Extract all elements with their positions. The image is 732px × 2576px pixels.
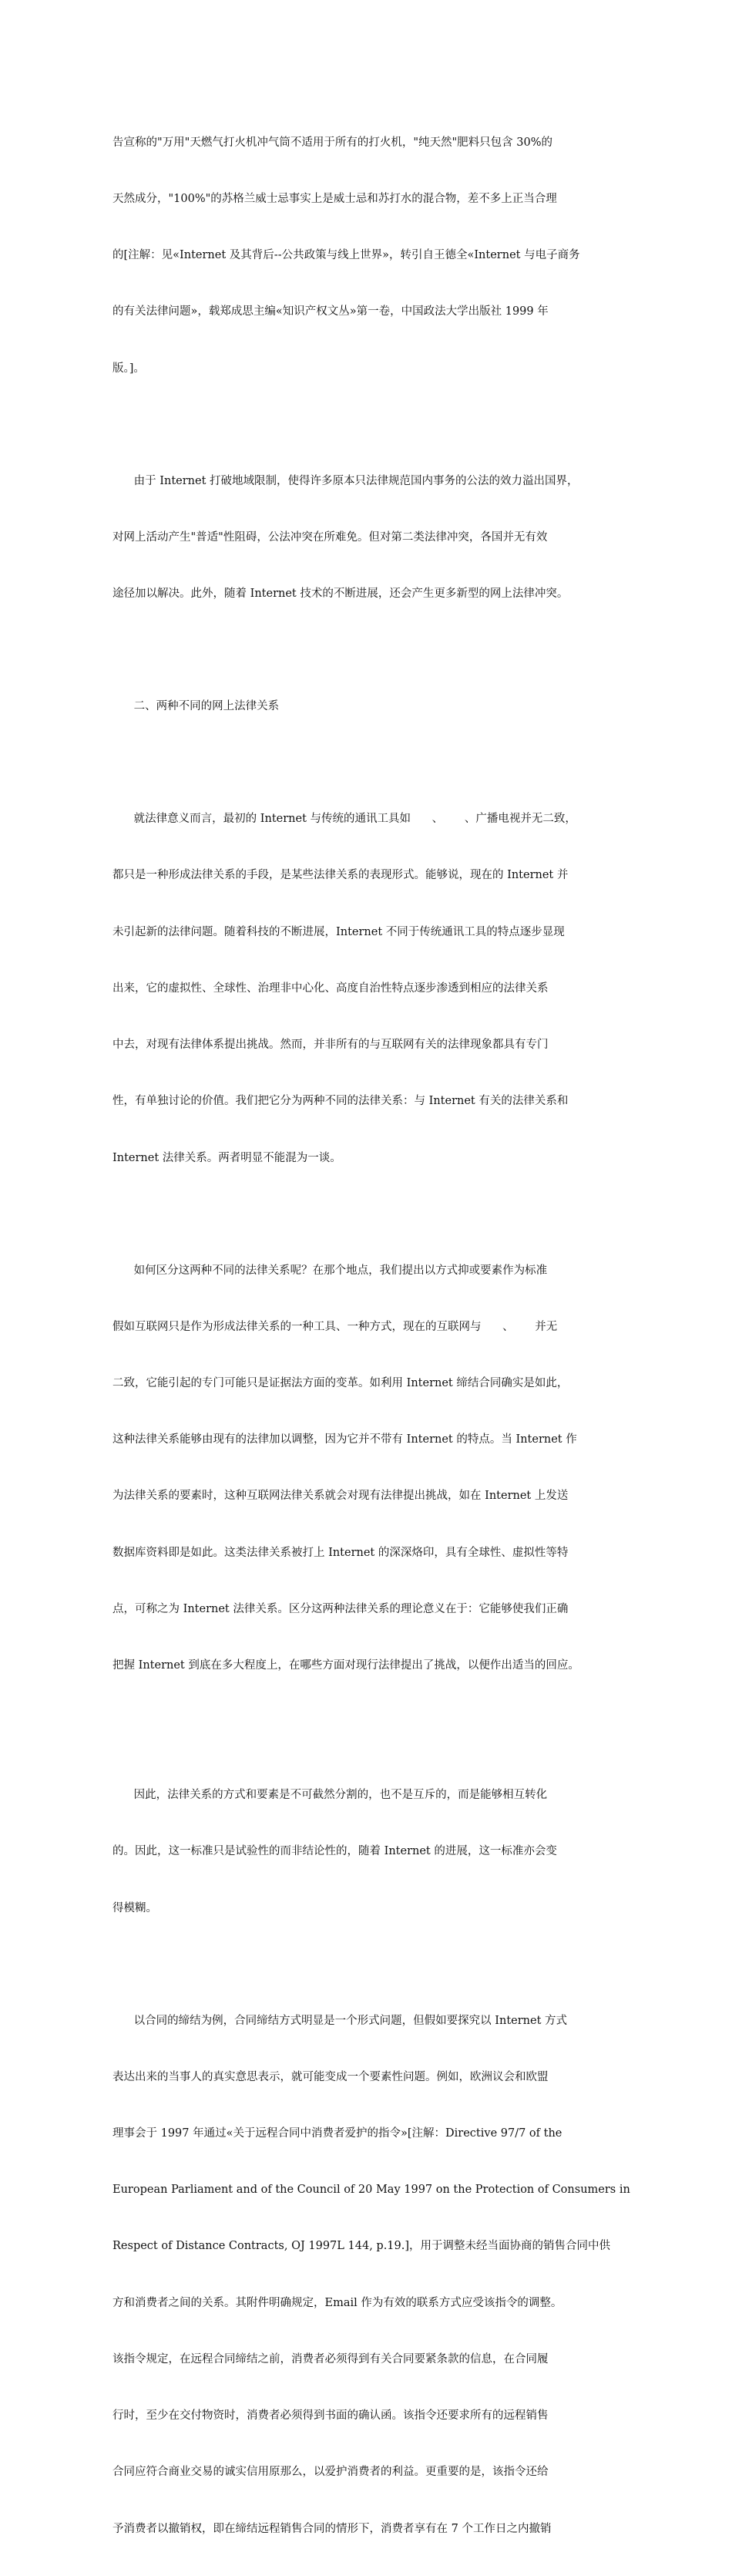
- text-line: 对网上活动产生"普适"性阻碍，公法冲突在所难免。但对第二类法律冲突，各国并无有效: [112, 530, 548, 544]
- text-line: 合同应符合商业交易的诚实信用原那么，以爱护消费者的利益。更重要的是，该指令还给: [112, 2466, 549, 2479]
- paragraph-distinguish-relations: [112, 1224, 630, 1713]
- text-line: 点，可称之为 Internet 法律关系。区分这两种法律关系的理论意义在于：它能够使我们正确: [112, 1602, 569, 1615]
- heading-line: 二、两种不同的网上法律关系: [112, 700, 280, 713]
- paragraph-legal-meaning: [112, 772, 630, 1204]
- paragraph-spacer: [112, 1205, 630, 1224]
- text-line: 理事会于 1997 年通过«关于远程合同中消费者爱护的指令»[注解：Directive 97/7 of the: [112, 2127, 562, 2140]
- text-line: 都只是一种形成法律关系的手段，是某些法律关系的表现形式。能够说，现在的 Internet 并: [112, 869, 569, 882]
- text-line: 由于 Internet 打破地域限制，使得许多原本只法律规范国内事务的公法的效力溢出国界，: [112, 474, 579, 487]
- paragraph-spacer: [112, 1955, 630, 1974]
- text-line: 性，有单独讨论的价值。我们把它分为两种不同的法律关系：与 Internet 有关的法律关系和: [112, 1095, 569, 1108]
- paragraph-spacer: [112, 416, 630, 434]
- text-line: 就法律意义而言，最初的 Internet 与传统的通讯工具如 、 、广播电视并无二致，: [112, 813, 576, 826]
- text-line: 出来，它的虚拟性、全球性、治理非中心化、高度自治性特点逐步渗透到相应的法律关系: [112, 982, 549, 995]
- text-line: Respect of Distance Contracts, OJ 1997L 144, p.19.]，用于调整未经当面协商的销售合同中供: [112, 2240, 611, 2253]
- text-line: 数据库资料即是如此。这类法律关系被打上 Internet 的深深烙印，具有全球性、虚拟性等特: [112, 1546, 569, 1559]
- text-line: 假如互联网只是作为形成法律关系的一种工具、一种方式，现在的互联网与 、 并无: [112, 1320, 558, 1333]
- text-line: 以合同的缔结为例，合同缔结方式明显是一个形式问题，但假如要探究以 Internet 方式: [112, 2014, 568, 2027]
- paragraph-spacer: [112, 641, 630, 659]
- paragraph-spacer: [112, 1712, 630, 1748]
- paragraph-public-law-conflict: [112, 434, 630, 641]
- text-line: 予消费者以撤销权，即在缔结远程销售合同的情形下，消费者享有在 7 个工作日之内撤销: [112, 2522, 552, 2535]
- paragraph-spacer: [112, 753, 630, 772]
- paragraph-form-and-element: [112, 1748, 630, 1955]
- text-line: 途径加以解决。此外，随着 Internet 技术的不断进展，还会产生更多新型的网上法律冲突。: [112, 588, 569, 601]
- text-line: 为法律关系的要素时，这种互联网法律关系就会对现有法律提出挑战，如在 Internet 上发送: [112, 1490, 569, 1503]
- text-line: 的有关法律问题»，载郑成思主编«知识产权文丛»第一卷，中国政法大学出版社 1999 年: [112, 305, 549, 318]
- text-line: 未引起新的法律问题。随着科技的不断进展，Internet 不同于传统通讯工具的特点逐步显现: [112, 925, 565, 938]
- text-line: 的。因此，这一标准只是试验性的而非结论性的，随着 Internet 的进展，这一标准亦会变: [112, 1845, 557, 1858]
- text-line: 中去，对现有法律体系提出挑战。然而，并非所有的与互联网有关的法律现象都具有专门: [112, 1039, 549, 1052]
- text-line: 方和消费者之间的关系。其附件明确规定，Email 作为有效的联系方式应受该指令的调整。: [112, 2296, 562, 2309]
- text-line: 该指令规定，在远程合同缔结之前，消费者必须得到有关合同要紧条款的信息，在合同履: [112, 2352, 549, 2366]
- text-line: 如何区分这两种不同的法律关系呢？在那个地点，我们提出以方式抑或要素作为标准: [112, 1264, 548, 1277]
- text-line: 表达出来的当事人的真实意思表示，就可能变成一个要素性问题。例如，欧洲议会和欧盟: [112, 2070, 549, 2083]
- text-line: 因此，法律关系的方式和要素是不可截然分割的，也不是互斥的，而是能够相互转化: [112, 1789, 548, 1802]
- paragraph-lighter-claims: [112, 96, 630, 416]
- text-line: 天然成分，"100%"的苏格兰威士忌事实上是威士忌和苏打水的混合物，差不多上正当合理: [112, 193, 557, 206]
- text-line: 版。]。: [112, 362, 145, 375]
- text-line: 的[注解：见«Internet 及其背后--公共政策与线上世界»，转引自王德全«Internet 与电子商务: [112, 249, 580, 262]
- paragraph-contract-example: [112, 1974, 630, 2576]
- text-line: 这种法律关系能够由现有的法律加以调整，因为它并不带有 Internet 的特点。当 Internet 作: [112, 1433, 577, 1446]
- text-line: 得模糊。: [112, 1901, 157, 1914]
- text-line: Internet 法律关系。两者明显不能混为一谈。: [112, 1151, 341, 1164]
- section-heading: [112, 659, 630, 753]
- text-line: 二致，它能引起的专门可能只是证据法方面的变革。如利用 Internet 缔结合同确实是如此，: [112, 1377, 569, 1389]
- text-line: European Parliament and of the Council of 20 May 1997 on the Protection of Consumers in: [112, 2184, 630, 2197]
- text-line: 行时，至少在交付物资时，消费者必须得到书面的确认函。该指令还要求所有的远程销售: [112, 2409, 549, 2423]
- text-line: 把握 Internet 到底在多大程度上，在哪些方面对现行法律提出了挑战，以便作出适当的回应。: [112, 1659, 579, 1672]
- document-body: [112, 96, 630, 2576]
- text-line: 告宣称的"万用"天燃气打火机冲气筒不适用于所有的打火机，"纯天然"肥料只包含 30%的: [112, 136, 553, 149]
